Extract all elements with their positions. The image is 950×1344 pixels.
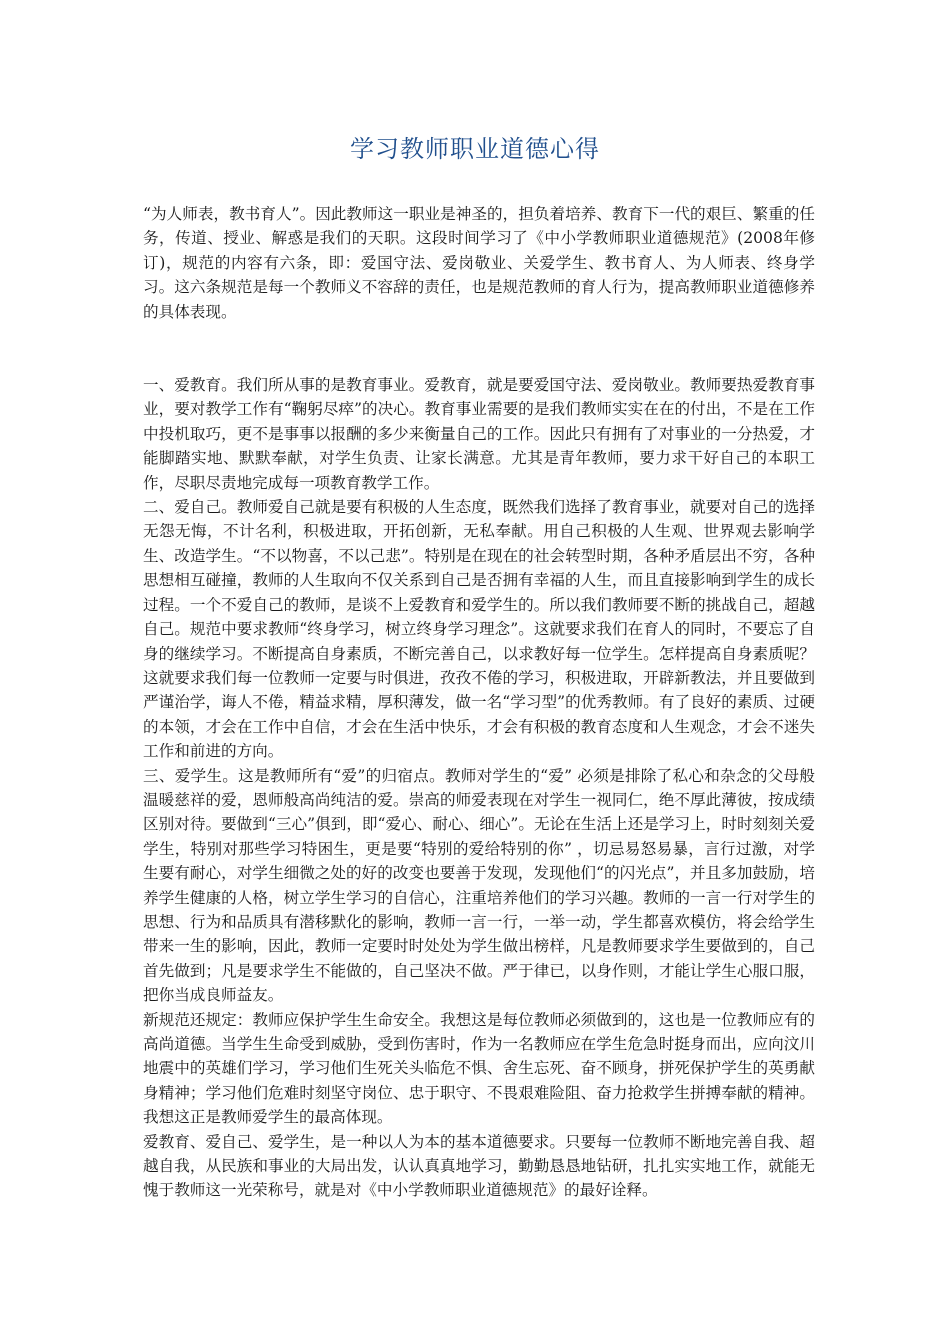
conclusion-paragraph: 爱教育、爱自己、爱学生，是一种以人为本的基本道德要求。只要每一位教师不断地完善自我、超越自我，从民族和事业的大局出发，认认真真地学习，勤勤恳恳地钻研，扎扎实实地工作，就能无愧于教师这一光荣称号，就是对《中小学教师职业道德规范》的最好诠释。 (143, 1132, 815, 1200)
section-love-education: 一、爱教育。我们所从事的是教育事业。爱教育，就是要爱国守法、爱岗敬业。教师要热爱教育事业，要对教学工作有“鞠躬尽瘁”的决心。教育事业需要的是我们教师实实在在的付出，不是在工作中投机取巧，更不是事事以报酬的多少来衡量自己的工作。因此只有拥有了对事业的一分热爱，才能脚踏实地、默默奉献，对学生负责、让家长满意。尤其是青年教师，要力求干好自己的本职工作，尽职尽责地完成每一项教育教学工作。 (143, 376, 815, 492)
intro-paragraph: “为人师表，教书育人”。因此教师这一职业是神圣的，担负着培养、教育下一代的艰巨、繁重的任务，传道、授业、解惑是我们的天职。这段时间学习了《中小学教师职业道德规范》(2008年修订)，规范的内容有六条，即：爱国守法、爱岗敬业、关爱学生、教书育人、为人师表、终身学习。这六条规范是每一个教师义不容辞的责任，也是规范教师的育人行为，提高教师职业道德修养的具体表现。 (143, 205, 815, 321)
document-title: 学习教师职业道德心得 (350, 135, 600, 163)
paragraph-gap (143, 324, 815, 373)
section-love-self: 二、爱自己。教师爱自己就是要有积极的人生态度，既然我们选择了教育事业，就要对自己的选择无怨无悔，不计名利，积极进取，开拓创新，无私奉献。用自己积极的人生观、世界观去影响学生、改造学生。“不以物喜，不以己悲”。特别是在现在的社会转型时期，各种矛盾层出不穷，各种思想相互碰撞，教师的人生取向不仅关系到自己是否拥有幸福的人生，而且直接影响到学生的成长过程。一个不爱自己的教师，是谈不上爱教育和爱学生的。所以我们教师要不断的挑战自己，超越自己。规范中要求教师“终身学习，树立终身学习理念”。这就要求我们在育人的同时，不要忘了自身的继续学习。不断提高自身素质，不断完善自己，以求教好每一位学生。怎样提高自身素质呢？这就要求我们每一位教师一定要与时俱进，孜孜不倦的学习，积极进取，开辟新教法，并且要做到严谨治学，诲人不倦，精益求精，厚积薄发，做一名“学习型”的优秀教师。有了良好的素质、过硬的本领，才会在工作中自信，才会在生活中快乐，才会有积极的教育态度和人生观念，才会不迷失工作和前进的方向。 (143, 498, 815, 761)
section-love-students: 三、爱学生。这是教师所有“爱”的归宿点。教师对学生的“爱” 必须是排除了私心和杂念的父母般温暖慈祥的爱，恩师般高尚纯洁的爱。崇高的师爱表现在对学生一视同仁，绝不厚此薄彼，按成绩区别对待。要做到“三心”俱到，即“爱心、耐心、细心”。无论在生活上还是学习上，时时刻刻关爱学生，特别对那些学习特困生，更是要“特别的爱给特别的你” ，切忌易怒易暴，言行过激，对学生要有耐心，对学生细微之处的好的改变也要善于发现，发现他们“的闪光点”，并且多加鼓励，培养学生健康的人格，树立学生学习的自信心，注重培养他们的学习兴趣。教师的一言一行对学生的思想、行为和品质具有潜移默化的影响，教师一言一行，一举一动，学生都喜欢模仿，将会给学生带来一生的影响，因此，教师一定要时时处处为学生做出榜样，凡是教师要求学生要做到的，自己首先做到；凡是要求学生不能做的，自己坚决不做。严于律已，以身作则，才能让学生心服口服，把你当成良师益友。 (143, 766, 815, 1005)
new-regulation-paragraph: 新规范还规定：教师应保护学生生命安全。我想这是每位教师必须做到的，这也是一位教师应有的高尚道德。当学生生命受到威胁，受到伤害时，作为一名教师应在学生危急时挺身而出，应向汶川地震中的英雄们学习，学习他们生死关头临危不惧、舍生忘死、奋不顾身，拼死保护学生的英勇献身精神；学习他们危难时刻坚守岗位、忠于职守、不畏艰难险阻、奋力抢救学生拼搏奉献的精神。我想这正是教师爱学生的最高体现。 (143, 1010, 815, 1127)
document-body (143, 202, 815, 1203)
